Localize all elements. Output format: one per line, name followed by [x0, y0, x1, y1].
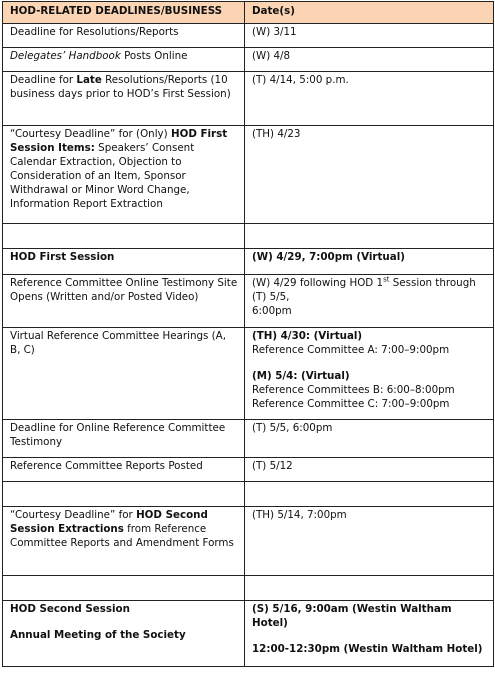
row-date: (TH) 4/23	[245, 126, 494, 224]
row-date	[245, 328, 494, 420]
row-label-part: Resolutions/Reports (10 business days prior to HOD’s First Session)	[10, 74, 231, 100]
row-label-part: “Courtesy Deadline” for	[10, 509, 137, 521]
table-row	[3, 48, 494, 72]
second-session-date: (S) 5/16, 9:00am (Westin Waltham Hotel)	[252, 603, 452, 629]
row-date: (W) 4/8	[245, 48, 494, 72]
table-row	[3, 601, 494, 667]
row-label: Reference Committee Reports Posted	[3, 458, 245, 482]
row-label	[3, 507, 245, 576]
annual-meeting-label: Annual Meeting of the Society	[10, 629, 186, 641]
row-label-part: “Courtesy Deadline” for (Only)	[10, 128, 171, 140]
row-label-part: from Reference Committee Reports and Amendment Forms	[10, 523, 234, 549]
row-label: Virtual Reference Committee Hearings (A, B, C)	[3, 328, 245, 420]
row-label	[3, 576, 245, 601]
row-label	[3, 48, 245, 72]
row-label: Reference Committee Online Testimony Site Opens (Written and/or Posted Video)	[3, 275, 245, 328]
row-date: (TH) 5/14, 7:00pm	[245, 507, 494, 576]
row-label	[3, 601, 245, 667]
row-date	[245, 576, 494, 601]
table-row	[3, 126, 494, 224]
row-date-part: Session through (T) 5/5,	[252, 277, 476, 303]
row-label-part: Speakers’ Consent Calendar Extraction, Objection to Consideration of an Item, Sponsor Withdrawal or Minor Word Change, Information Report Extraction	[10, 142, 195, 210]
row-date-part: 6:00pm	[252, 305, 292, 317]
row-date: (T) 5/12	[245, 458, 494, 482]
hearing-committee-b: Reference Committees B: 6:00–8:00pm	[252, 384, 455, 396]
table-row-empty	[3, 576, 494, 601]
row-date	[245, 224, 494, 249]
table-row	[3, 249, 494, 275]
row-label	[3, 482, 245, 507]
row-label-bold: HOD Second Session Extractions	[10, 509, 208, 535]
row-date: (T) 5/5, 6:00pm	[245, 420, 494, 458]
row-date: (W) 4/29, 7:00pm (Virtual)	[245, 249, 494, 275]
table-row	[3, 458, 494, 482]
table-row	[3, 420, 494, 458]
header-dates: Date(s)	[245, 2, 494, 24]
table-header-row	[3, 2, 494, 24]
hearing-day-1: (TH) 4/30: (Virtual)	[252, 330, 363, 342]
row-date	[245, 482, 494, 507]
hearing-committee-c: Reference Committee C: 7:00–9:00pm	[252, 398, 450, 410]
table-row	[3, 275, 494, 328]
table-row	[3, 507, 494, 576]
table-row-empty	[3, 224, 494, 249]
row-label-part: Deadline for	[10, 74, 77, 86]
row-label-rest: Posts Online	[120, 50, 188, 62]
hearing-day-2: (M) 5/4: (Virtual)	[252, 370, 350, 382]
ordinal-suffix: st	[383, 275, 390, 284]
row-label-bold: HOD First Session Items:	[10, 128, 228, 154]
row-date: (W) 3/11	[245, 24, 494, 48]
table-row-empty	[3, 482, 494, 507]
handbook-title: Delegates’ Handbook	[10, 50, 121, 62]
second-session-label: HOD Second Session	[10, 603, 130, 615]
row-date	[245, 601, 494, 667]
table-row	[3, 24, 494, 48]
row-label: Deadline for Online Reference Committee Testimony	[3, 420, 245, 458]
header-business: HOD-RELATED DEADLINES/BUSINESS	[3, 2, 245, 24]
annual-meeting-date: 12:00-12:30pm (Westin Waltham Hotel)	[252, 643, 483, 655]
row-label: Deadline for Resolutions/Reports	[3, 24, 245, 48]
row-label: HOD First Session	[3, 249, 245, 275]
row-label	[3, 224, 245, 249]
row-date	[245, 275, 494, 328]
row-date: (T) 4/14, 5:00 p.m.	[245, 72, 494, 126]
table-row	[3, 72, 494, 126]
row-date-part: (W) 4/29 following HOD 1	[252, 277, 384, 289]
row-label	[3, 72, 245, 126]
deadlines-table	[2, 1, 494, 667]
row-label	[3, 126, 245, 224]
table-row	[3, 328, 494, 420]
row-label-bold: Late	[76, 74, 102, 86]
hearing-committee-a: Reference Committee A: 7:00–9:00pm	[252, 344, 450, 356]
